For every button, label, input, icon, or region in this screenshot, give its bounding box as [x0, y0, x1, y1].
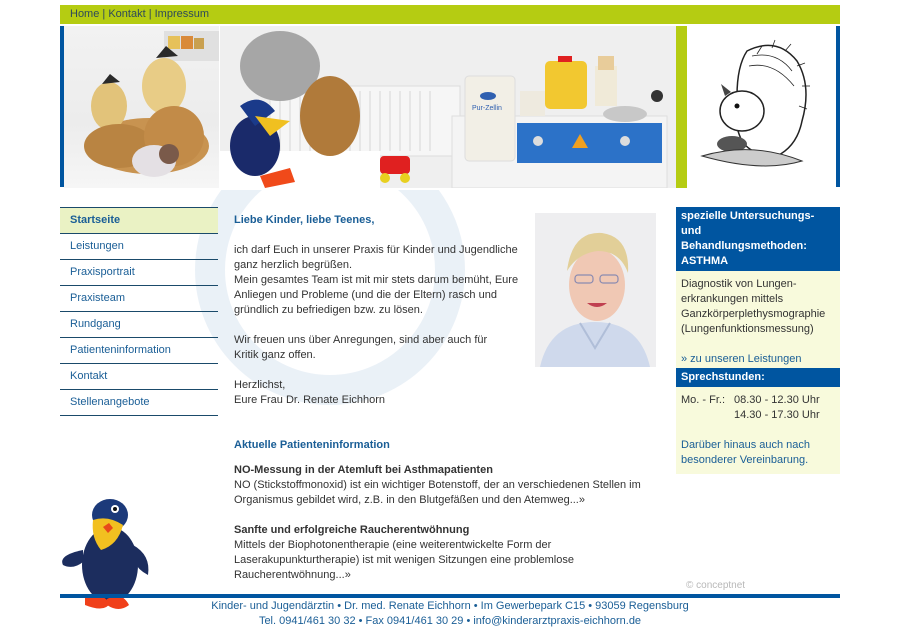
greeting-heading: Liebe Kinder, liebe Teenes, — [234, 214, 375, 226]
weekday-range: Mo. - Fr.: — [681, 394, 725, 406]
text-line: Kritik ganz offen. — [234, 349, 316, 361]
text-line: Wir freuen uns über Anregungen, sind aber auch für — [234, 334, 488, 346]
text-line: gründlich zu befriedigen bzw. zu lösen. — [234, 304, 423, 316]
hours-morning: 08.30 - 12.30 Uhr — [734, 394, 820, 406]
text-line: Diagnostik von Lungen- — [681, 278, 797, 290]
squirrel-drawing — [687, 26, 836, 188]
copyright-notice: © conceptnet — [686, 580, 746, 591]
asthma-info-box — [676, 207, 840, 373]
separator: | — [99, 8, 109, 20]
office-hours-body — [676, 387, 840, 474]
footer-rule — [60, 594, 840, 598]
email-link[interactable]: info@kinderarztpraxis-eichhorn.de — [473, 615, 642, 627]
svg-text:Pur-Zellin: Pur-Zellin — [472, 105, 502, 112]
news-excerpt: Mittels der Biophotonentherapie (eine weiterentwickelte Form der — [234, 539, 552, 551]
top-nav-kontakt[interactable]: Kontakt — [108, 8, 146, 20]
footer-address: Kinder- und Jugendärztin • Dr. med. Renate Eichhorn • Im Gewerbepark C15 • 93059 Regensburg — [211, 600, 689, 612]
news-excerpt: NO (Stickstoffmonoxid) ist ein wichtiger Botenstoff, der an verschiedenen Stellen im — [234, 479, 641, 491]
sidebar-bottom-rule — [60, 415, 218, 416]
separator: | — [145, 8, 155, 20]
footer — [60, 599, 840, 629]
sidebar-item-stellenangebote[interactable]: Stellenangebote — [60, 389, 218, 415]
news-title[interactable]: NO-Messung in der Atemluft bei Asthmapatienten — [234, 464, 493, 476]
asthma-box-header — [676, 207, 840, 271]
hours-afternoon: 14.30 - 17.30 Uhr — [734, 409, 820, 421]
header-right-accent — [836, 26, 840, 187]
sidebar-item-leistungen[interactable]: Leistungen — [60, 233, 218, 259]
footer-contact — [60, 614, 840, 629]
news-item[interactable] — [234, 463, 654, 508]
sidebar-nav — [60, 207, 218, 416]
text-line: Mein gesamtes Team ist mit mir stets darum bemüht, Eure — [234, 274, 519, 286]
phone-fax: Tel. 0941/461 30 32 • Fax 0941/461 30 29 • — [258, 615, 474, 627]
header-green-accent — [676, 26, 687, 188]
sidebar-item-kontakt[interactable]: Kontakt — [60, 363, 218, 389]
giraffes-plush-photo — [64, 26, 219, 188]
asthma-box-body — [676, 271, 840, 373]
sidebar-item-patienteninformation[interactable]: Patienteninformation — [60, 337, 218, 363]
appointment-note: besonderer Vereinbarung. — [681, 454, 809, 466]
header-line: Behandlungsmethoden: — [681, 240, 807, 252]
practice-room-photo — [220, 26, 676, 188]
signature: Eure Frau Dr. Renate Eichhorn — [234, 394, 386, 406]
header-line: ASTHMA — [681, 255, 729, 267]
text-line: (Lungenfunktionsmessung) — [681, 323, 814, 335]
news-excerpt[interactable]: Raucherentwöhnung...» — [234, 569, 351, 581]
top-nav-bar — [60, 5, 840, 24]
sidebar-item-praxisteam[interactable]: Praxisteam — [60, 285, 218, 311]
news-item[interactable] — [234, 523, 654, 583]
news-excerpt: Laserakupunkturtherapie) ist mit wenigen Sitzungen eine problemlose — [234, 554, 574, 566]
news-excerpt[interactable]: Organismus gebildet wird, z.B. in den Blutgefäßen und den Atemweg...» — [234, 494, 585, 506]
news-title[interactable]: Sanfte und erfolgreiche Raucherentwöhnung — [234, 524, 470, 536]
text-line: Herzlichst, — [234, 379, 286, 391]
sidebar-item-startseite[interactable]: Startseite — [60, 207, 218, 233]
office-hours-box — [676, 368, 840, 474]
text-line: erkrankungen mittels — [681, 293, 784, 305]
top-nav-impressum[interactable]: Impressum — [154, 8, 210, 20]
sidebar-item-rundgang[interactable]: Rundgang — [60, 311, 218, 337]
office-hours-header: Sprechstunden: — [676, 368, 840, 387]
news-heading: Aktuelle Patienteninformation — [234, 439, 390, 451]
doctor-portrait — [535, 213, 656, 367]
sidebar-item-praxisportrait[interactable]: Praxisportrait — [60, 259, 218, 285]
text-line: ganz herzlich begrüßen. — [234, 259, 353, 271]
header-banner — [60, 26, 840, 188]
appointment-note: Darüber hinaus auch nach — [681, 439, 811, 451]
header-line: spezielle Untersuchungs- und — [681, 210, 815, 237]
top-nav-home[interactable]: Home — [70, 8, 100, 20]
text-line: Anliegen und Probleme (und die der Eltern) rasch und — [234, 289, 497, 301]
services-link[interactable]: » zu unseren Leistungen — [681, 353, 802, 365]
text-line: ich darf Euch in unserer Praxis für Kinder und Jugendliche — [234, 244, 518, 256]
text-line: Ganzkörperplethysmographie — [681, 308, 826, 320]
